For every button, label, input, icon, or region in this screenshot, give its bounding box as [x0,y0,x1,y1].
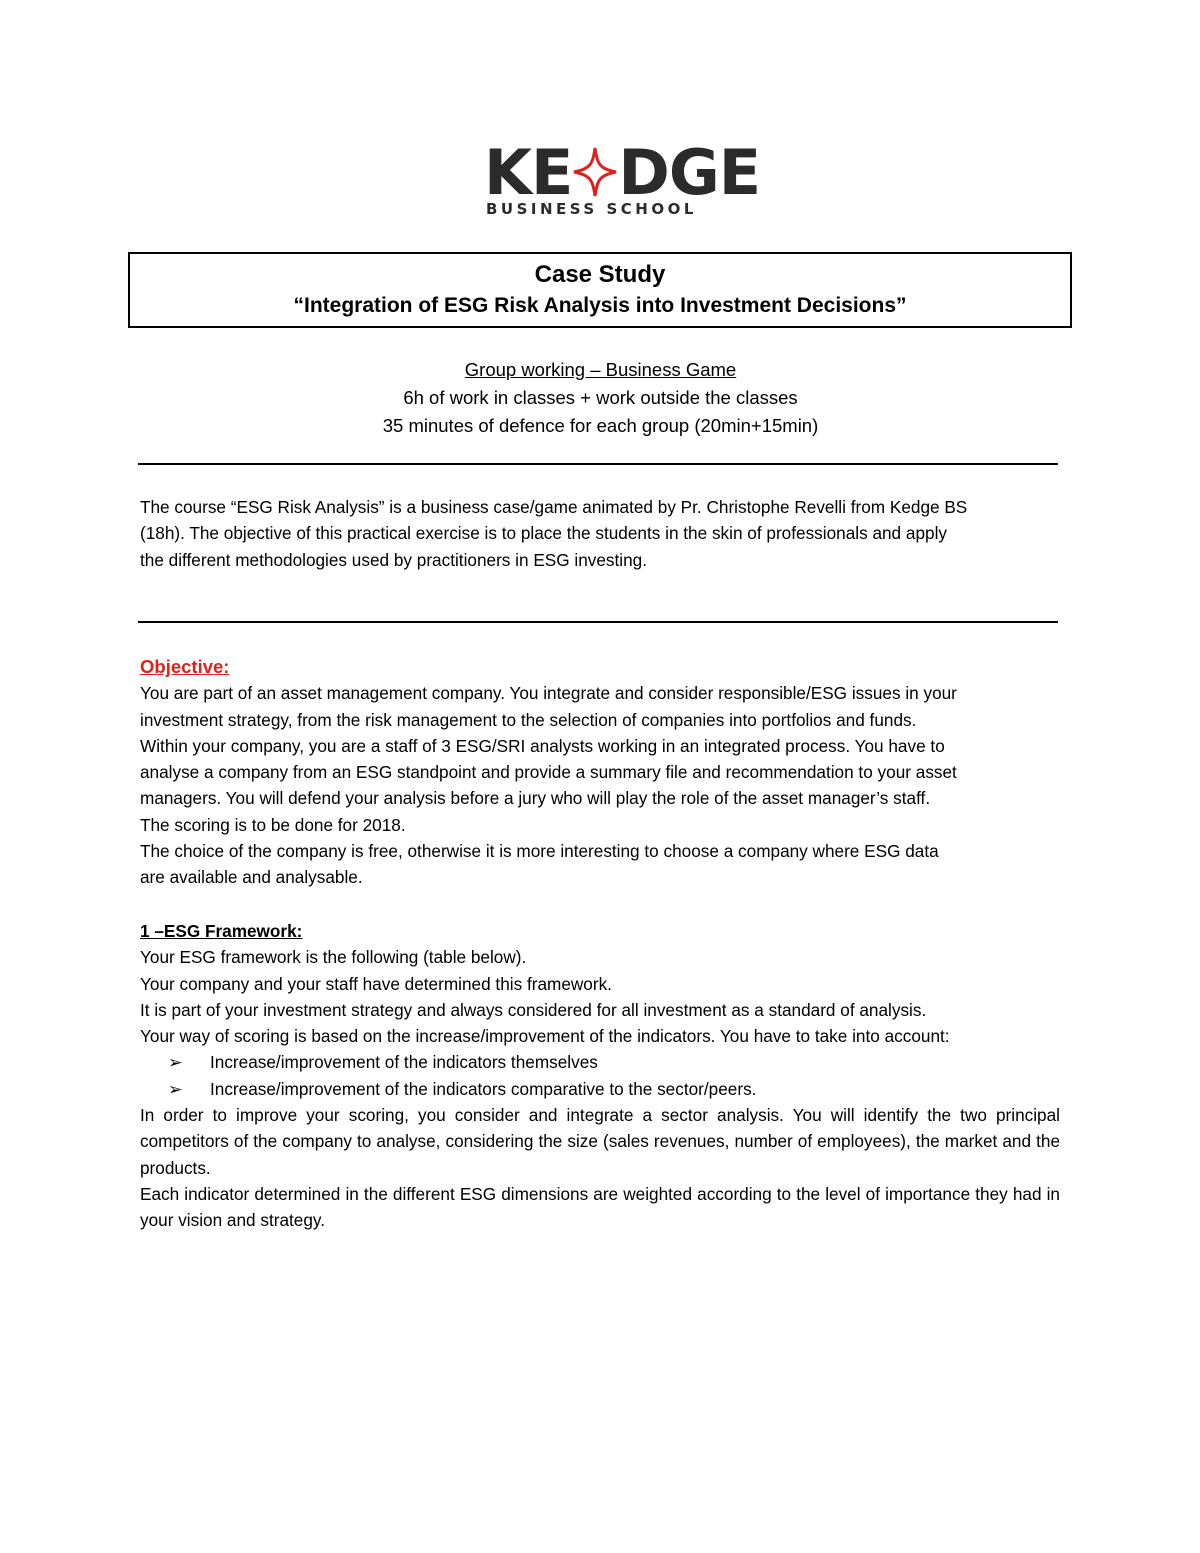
objective-line: You are part of an asset management company. You integrate and consider responsible/ESG issues in your [140,683,957,704]
framework-bullet [140,1076,1060,1102]
arrow-bullet-icon: ➢ [168,1078,183,1099]
intro-line: (18h). The objective of this practical exercise is to place the students in the skin of professionals and apply [140,523,947,544]
framework-line: Your ESG framework is the following (table below). [140,947,527,968]
course-format: Group working – Business Game [464,359,737,380]
framework-line: It is part of your investment strategy and always considered for all investment as a standard of analysis. [140,999,927,1020]
course-info [128,356,1073,440]
document-title: Case Study [534,261,666,288]
bullet-text: Increase/improvement of the indicators comparative to the sector/peers. [210,1078,757,1099]
title-box [128,252,1072,328]
framework-section [140,918,1060,1234]
framework-closing: In order to improve your scoring, you consider and integrate a sector analysis. You will identify the two principal competitors of the company to analyse, considering the size (sales revenues, number of employees), the market and the products. [140,1105,1060,1178]
objective-heading: Objective: [140,656,230,677]
logo-star-icon [572,146,618,198]
divider-2 [138,621,1058,623]
framework-line: Your way of scoring is based on the increase/improvement of the indicators. You have to take into account: [140,1026,950,1047]
objective-line: Within your company, you are a staff of 3 ESG/SRI analysts working in an integrated process. You have to [140,735,945,756]
framework-bullet [140,1049,1060,1075]
kedge-logo [484,136,761,220]
objective-line: The scoring is to be done for 2018. [140,814,406,835]
framework-heading: 1 –ESG Framework: [140,921,303,941]
objective-line: analyse a company from an ESG standpoint and provide a summary file and recommendation to your asset [140,762,957,783]
framework-closing-2: Each indicator determined in the different ESG dimensions are weighted according to the level of importance they had in your vision and strategy. [140,1183,1060,1231]
objective-line: investment strategy, from the risk management to the selection of companies into portfolios and funds. [140,709,917,730]
arrow-bullet-icon: ➢ [168,1052,183,1073]
divider-1 [138,463,1058,465]
bullet-text: Increase/improvement of the indicators themselves [210,1052,598,1073]
framework-line: Your company and your staff have determined this framework. [140,973,612,994]
intro-line: The course “ESG Risk Analysis” is a business case/game animated by Pr. Christophe Revelli from Kedge BS [140,497,968,517]
document-subtitle: “Integration of ESG Risk Analysis into Investment Decisions” [293,294,907,317]
intro-paragraph [140,494,1060,573]
logo-subtitle: BUSINESS SCHOOL [486,200,697,218]
objective-section [140,654,1060,891]
objective-line: The choice of the company is free, otherwise it is more interesting to choose a company where ESG data [140,841,939,862]
course-hours: 6h of work in classes + work outside the classes [403,387,798,408]
objective-line: are available and analysable. [140,867,363,888]
logo-text-left: KE [484,136,573,209]
defence-duration: 35 minutes of defence for each group (20min+15min) [382,415,819,436]
intro-line: the different methodologies used by practitioners in ESG investing. [140,549,648,570]
logo-text-right: DGE [618,136,761,209]
objective-line: managers. You will defend your analysis before a jury who will play the role of the asset manager’s staff. [140,788,931,809]
